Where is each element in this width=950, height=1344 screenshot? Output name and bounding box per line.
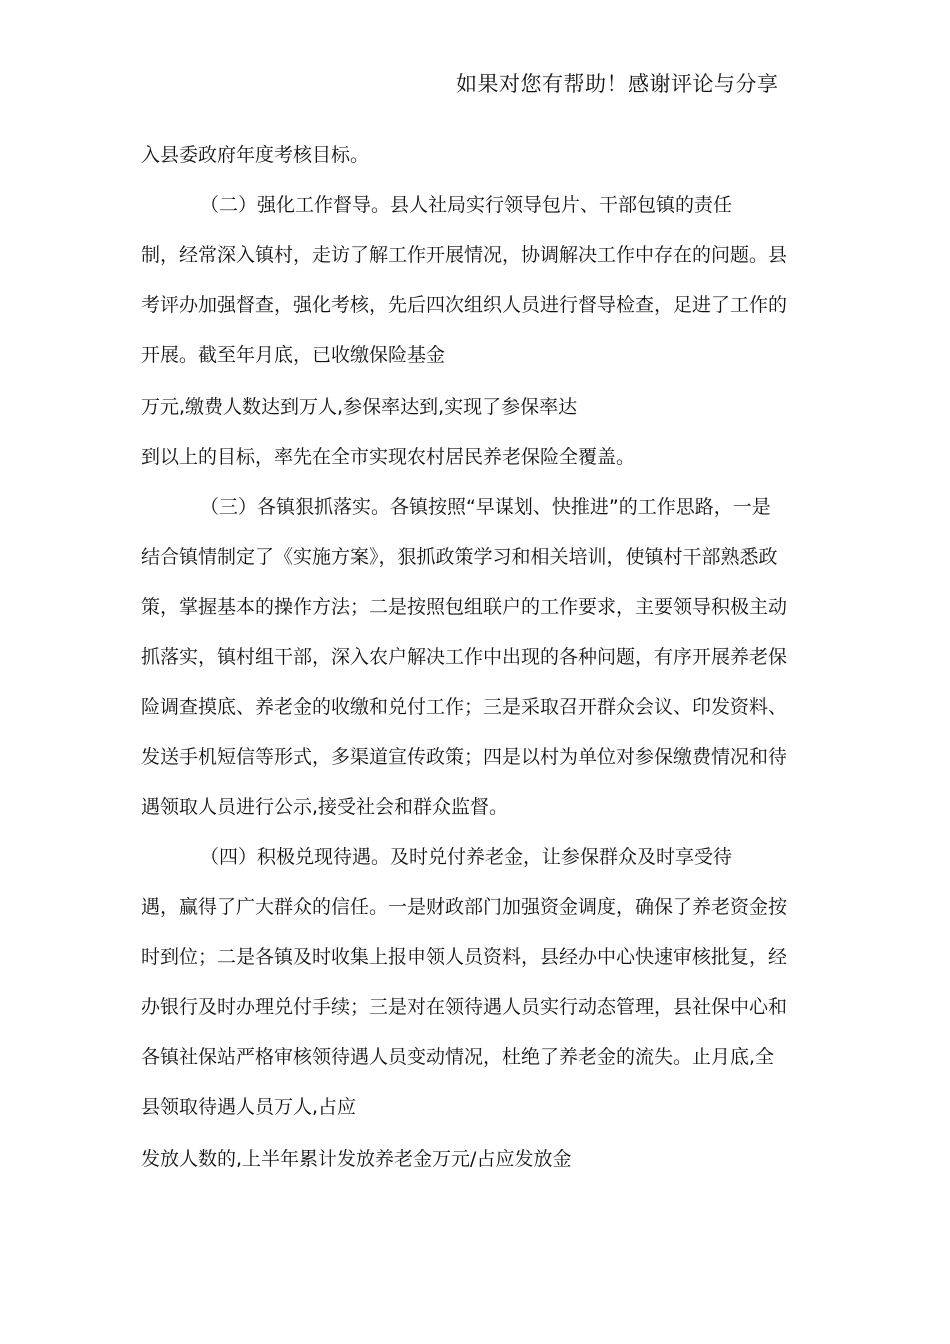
paragraph-line: 发放人数的,上半年累计发放养老金万元/占应发放金 — [141, 1148, 572, 1170]
paragraph-line: 遇领取人员进行公示,接受社会和群众监督。 — [141, 796, 509, 818]
paragraph-line: 险调查摸底、养老金的收缴和兑付工作；三是采取召开群众会议、印发资料、 — [141, 696, 788, 718]
paragraph-line: （二）强化工作督导。县人社局实行领导包片、干部包镇的责任 — [200, 194, 733, 216]
paragraph-line: （四）积极兑现待遇。及时兑付养老金，让参保群众及时享受待 — [200, 846, 733, 868]
paragraph-line: 到以上的目标，率先在全市实现农村居民养老保险全覆盖。 — [141, 446, 636, 468]
paragraph-line: 发送手机短信等形式，多渠道宣传政策；四是以村为单位对参保缴费情况和待 — [141, 746, 788, 768]
paragraph-line: 开展。截至年月底，已收缴保险基金 — [141, 344, 446, 366]
paragraph-line: 各镇社保站严格审核领待遇人员变动情况，杜绝了养老金的流失。止月底,全 — [141, 1046, 775, 1068]
paragraph-line: （三）各镇狠抓落实。各镇按照“早谋划、快推进”的工作思路，一是 — [200, 496, 771, 518]
paragraph-line: 遇，赢得了广大群众的信任。一是财政部门加强资金调度，确保了养老资金按 — [141, 896, 788, 918]
paragraph-line: 结合镇情制定了《实施方案》，狠抓政策学习和相关培训，使镇村干部熟悉政 — [141, 546, 778, 568]
paragraph-line: 入县委政府年度考核目标。 — [141, 144, 370, 166]
paragraph-line: 抓落实，镇村组干部，深入农户解决工作中出现的各种问题，有序开展养老保 — [141, 646, 788, 668]
paragraph-line: 制，经常深入镇村，走访了解工作开展情况，协调解决工作中存在的问题。县 — [141, 244, 788, 266]
header-note: 如果对您有帮助！感谢评论与分享 — [456, 72, 779, 96]
paragraph-line: 县领取待遇人员万人,占应 — [141, 1096, 357, 1118]
paragraph-line: 考评办加强督查，强化考核，先后四次组织人员进行督导检查，足进了工作的 — [141, 294, 788, 316]
paragraph-line: 策，掌握基本的操作方法；二是按照包组联户的工作要求，主要领导积极主动 — [141, 596, 788, 618]
paragraph-line: 万元,缴费人数达到万人,参保率达到,实现了参保率达 — [141, 396, 578, 418]
paragraph-line: 时到位；二是各镇及时收集上报申领人员资料，县经办中心快速审核批复，经 — [141, 946, 788, 968]
paragraph-line: 办银行及时办理兑付手续；三是对在领待遇人员实行动态管理，县社保中心和 — [141, 996, 788, 1018]
